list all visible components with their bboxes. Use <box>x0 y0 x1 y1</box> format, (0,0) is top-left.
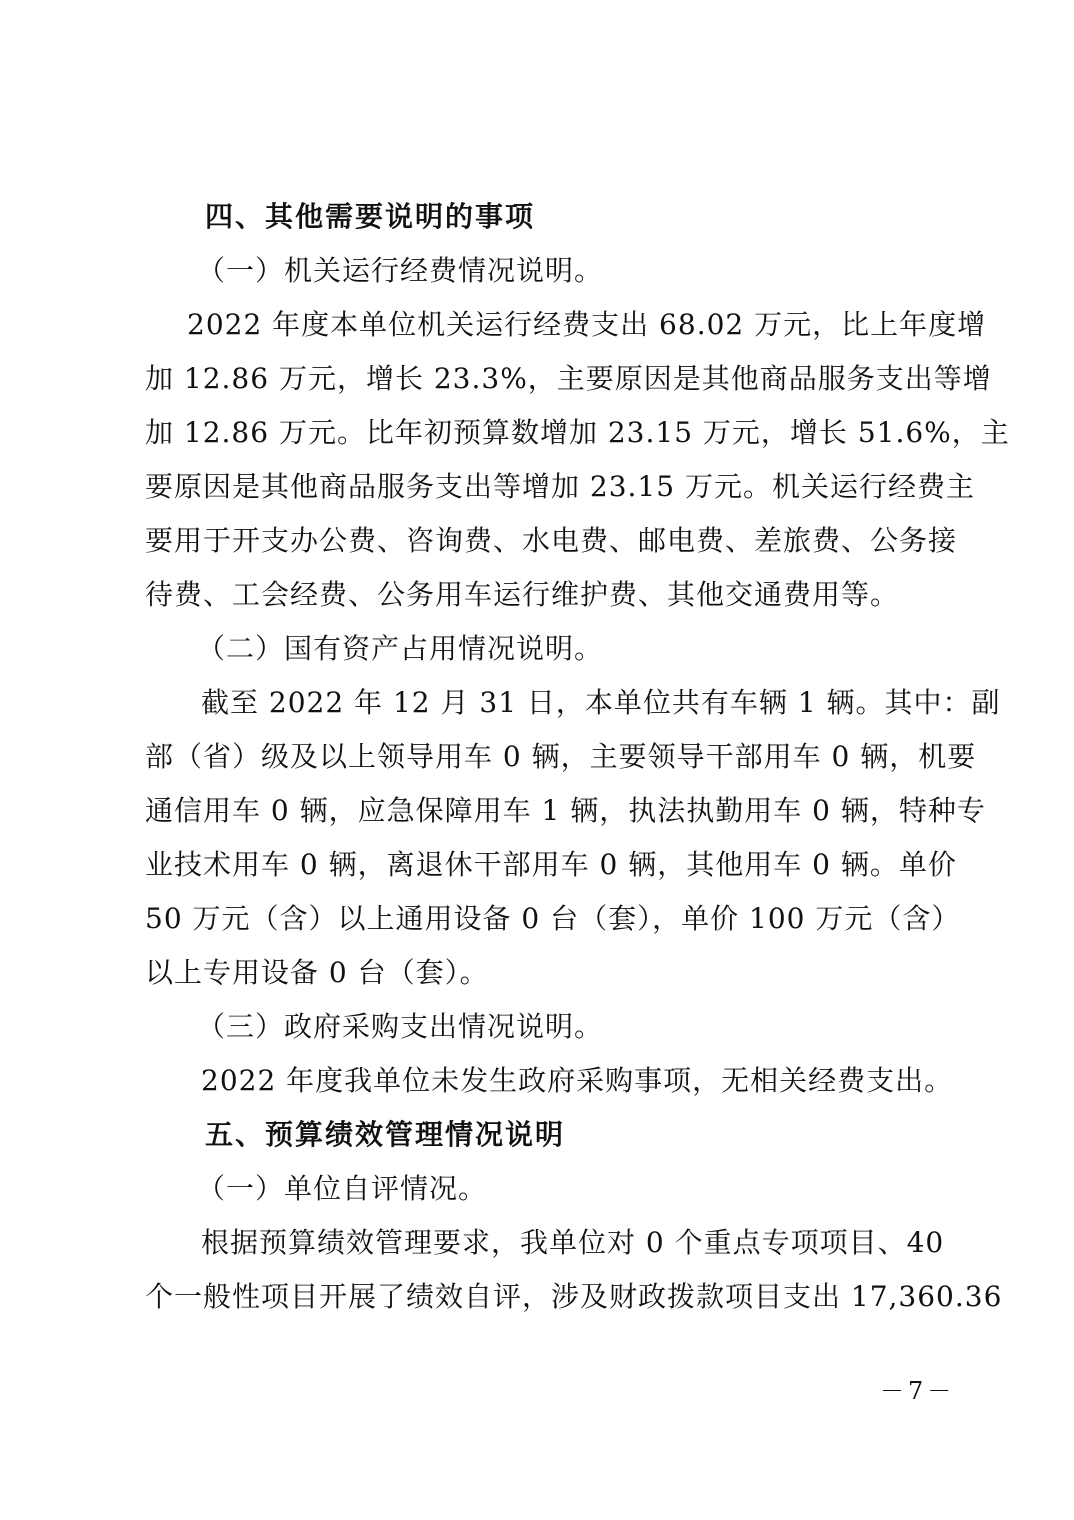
page-number: －7－ <box>880 1377 956 1405</box>
paragraph-line: 截至 2022 年 12 月 31 日，本单位共有车辆 1 辆。其中：副 <box>201 686 1001 719</box>
paragraph-line: 以上专用设备 0 台（套）。 <box>145 956 489 989</box>
paragraph-line: 部（省）级及以上领导用车 0 辆，主要领导干部用车 0 辆，机要 <box>145 740 977 773</box>
paragraph-line: 2022 年度本单位机关运行经费支出 68.02 万元，比上年度增 <box>187 308 987 341</box>
paragraph-line: 根据预算绩效管理要求，我单位对 0 个重点专项项目、40 <box>201 1226 945 1259</box>
paragraph-line: 要原因是其他商品服务支出等增加 23.15 万元。机关运行经费主 <box>145 470 975 503</box>
paragraph-line: 待费、工会经费、公务用车运行维护费、其他交通费用等。 <box>145 578 900 611</box>
subsection-title-self-evaluation: （一）单位自评情况。 <box>197 1172 488 1205</box>
subsection-title-state-assets: （二）国有资产占用情况说明。 <box>197 632 604 665</box>
paragraph-line: 通信用车 0 辆，应急保障用车 1 辆，执法执勤用车 0 辆，特种专 <box>145 794 986 827</box>
paragraph-line: 个一般性项目开展了绩效自评，涉及财政拨款项目支出 17,360.36 <box>145 1280 1003 1313</box>
paragraph-line: 加 12.86 万元。比年初预算数增加 23.15 万元，增长 51.6%，主 <box>145 416 1010 449</box>
section-heading-performance-management: 五、预算绩效管理情况说明 <box>205 1118 566 1151</box>
subsection-title-operating-expenses: （一）机关运行经费情况说明。 <box>197 254 604 287</box>
paragraph-line: 50 万元（含）以上通用设备 0 台（套），单价 100 万元（含） <box>145 902 961 935</box>
paragraph-line: 2022 年度我单位未发生政府采购事项，无相关经费支出。 <box>201 1064 954 1097</box>
document-body <box>145 190 1010 1324</box>
section-heading-other-matters: 四、其他需要说明的事项 <box>205 200 536 233</box>
subsection-title-procurement: （三）政府采购支出情况说明。 <box>197 1010 604 1043</box>
paragraph-line: 业技术用车 0 辆，离退休干部用车 0 辆，其他用车 0 辆。单价 <box>145 848 957 881</box>
paragraph-line: 加 12.86 万元，增长 23.3%，主要原因是其他商品服务支出等增 <box>145 362 992 395</box>
paragraph-line: 要用于开支办公费、咨询费、水电费、邮电费、差旅费、公务接 <box>145 524 958 557</box>
